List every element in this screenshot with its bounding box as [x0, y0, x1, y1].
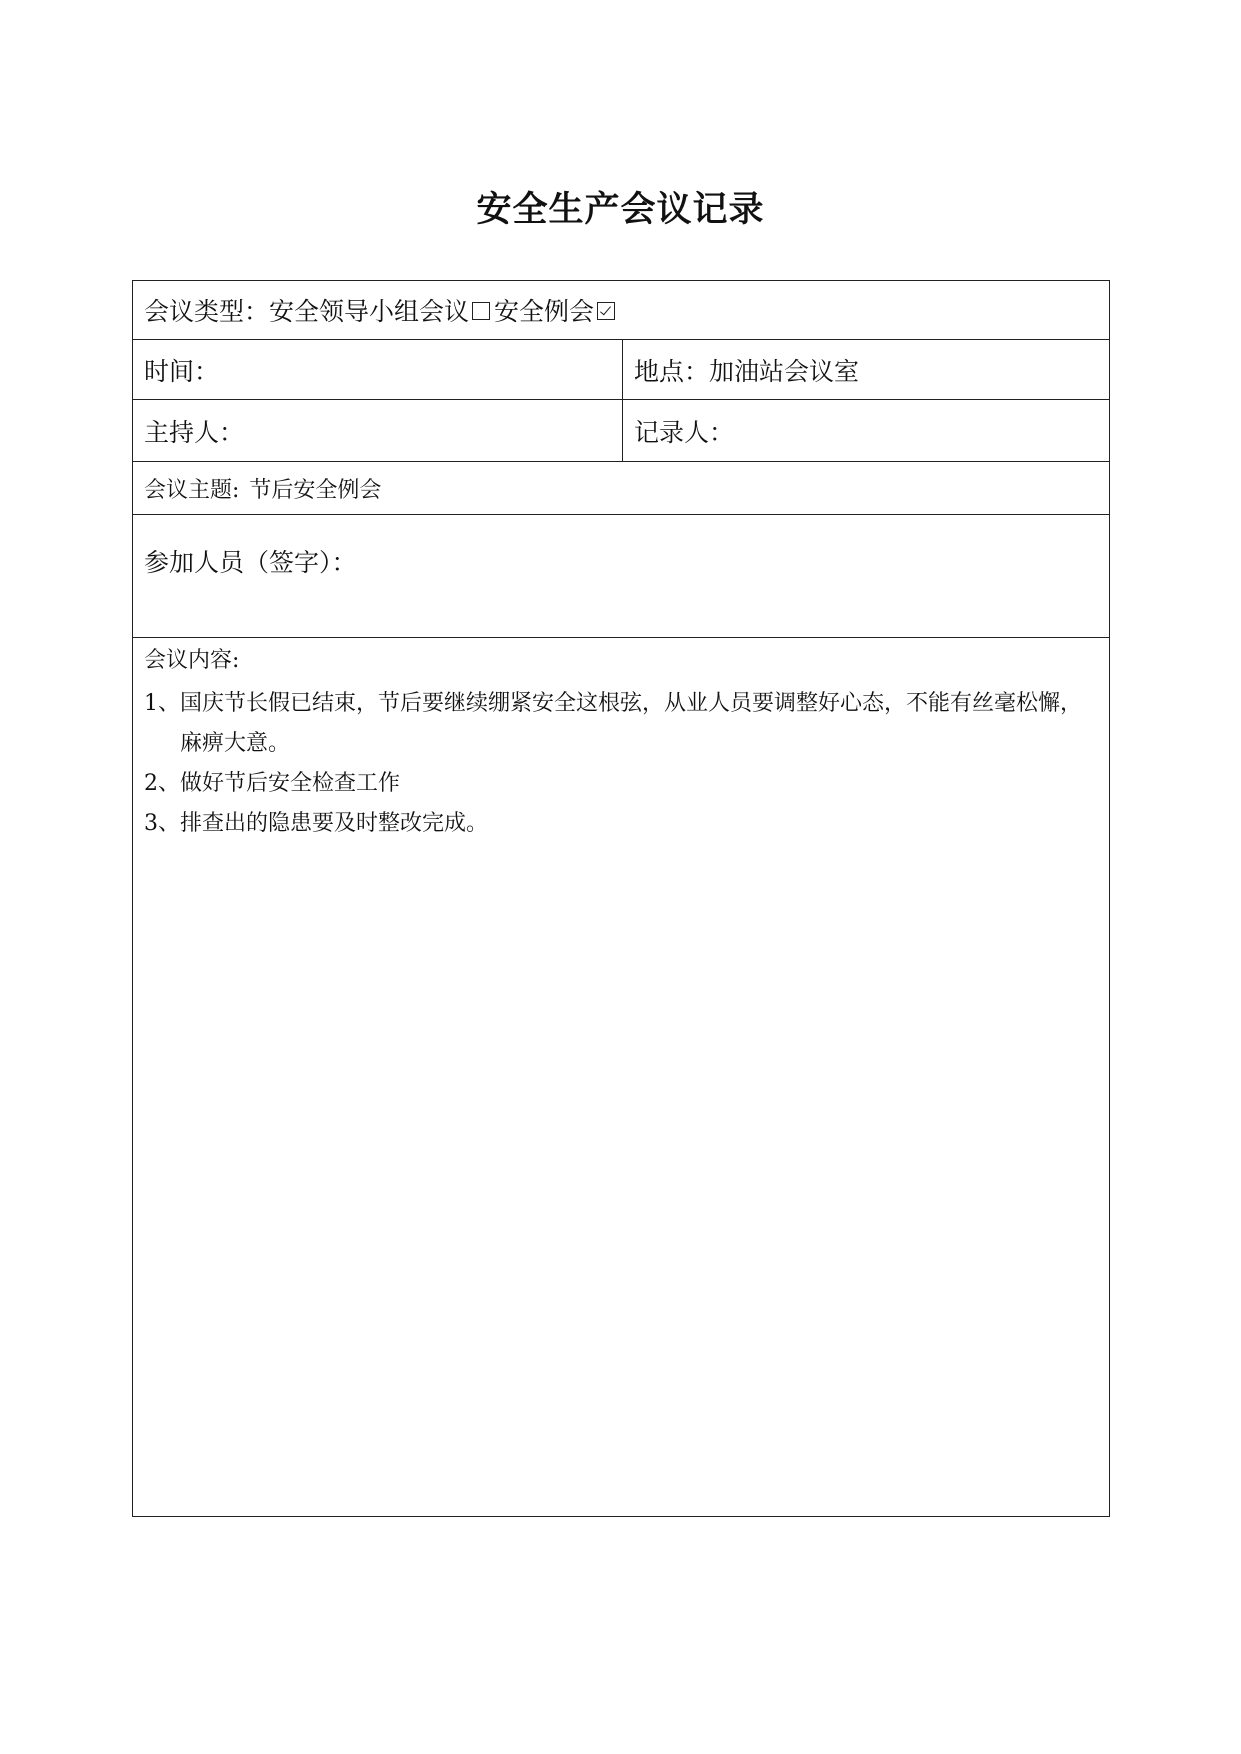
host-label: 主持人：: [144, 417, 245, 447]
location-cell[interactable]: [623, 340, 1109, 399]
attendees-row: [133, 515, 1109, 638]
location-value: 加油站会议室: [709, 356, 860, 386]
meeting-type-label: 会议类型：: [144, 297, 270, 326]
content-item-text: 国庆节长假已结束，节后要继续绷紧安全这根弦，从业人员要调整好心态，不能有丝毫松懈，麻痹大意。: [180, 691, 1083, 756]
meeting-type-row: [133, 281, 1109, 340]
location-label: 地点：: [634, 356, 710, 386]
topic-value: 节后安全例会: [249, 477, 382, 503]
content-item-number: 3、: [144, 811, 180, 836]
meeting-type-option-regular: 安全例会: [494, 297, 595, 326]
topic-cell[interactable]: [133, 462, 1109, 514]
time-label: 时间：: [144, 356, 220, 386]
document-title: 安全生产会议记录: [476, 190, 765, 230]
leadership-meeting-checkbox[interactable]: [472, 302, 490, 320]
meeting-record-form: [132, 280, 1110, 1517]
meeting-content-label: 会议内容:: [144, 648, 240, 673]
content-item-text: 做好节后安全检查工作: [180, 771, 401, 796]
topic-row: [133, 462, 1109, 515]
content-item-number: 2、: [144, 771, 180, 796]
content-list-item: [144, 764, 1098, 804]
host-recorder-row: [133, 400, 1109, 462]
attendees-label: 参加人员（签字）：: [144, 548, 357, 577]
time-location-row: [133, 340, 1109, 400]
content-list-item: [144, 684, 1098, 764]
meeting-type-cell: [133, 281, 1109, 339]
meeting-type-option-leadership: 安全领导小组会议: [269, 297, 470, 326]
recorder-label: 记录人：: [634, 417, 735, 447]
meeting-content-section[interactable]: [133, 638, 1109, 844]
regular-meeting-checkbox-checked[interactable]: [597, 302, 615, 320]
content-list-item: [144, 804, 1098, 844]
time-cell[interactable]: [133, 340, 623, 399]
content-item-number: 1、: [144, 691, 180, 716]
host-cell[interactable]: [133, 400, 623, 461]
content-item-text: 排查出的隐患要及时整改完成。: [180, 811, 489, 836]
attendees-cell[interactable]: [133, 515, 1109, 637]
recorder-cell[interactable]: [623, 400, 1109, 461]
topic-label: 会议主题:: [144, 477, 240, 503]
